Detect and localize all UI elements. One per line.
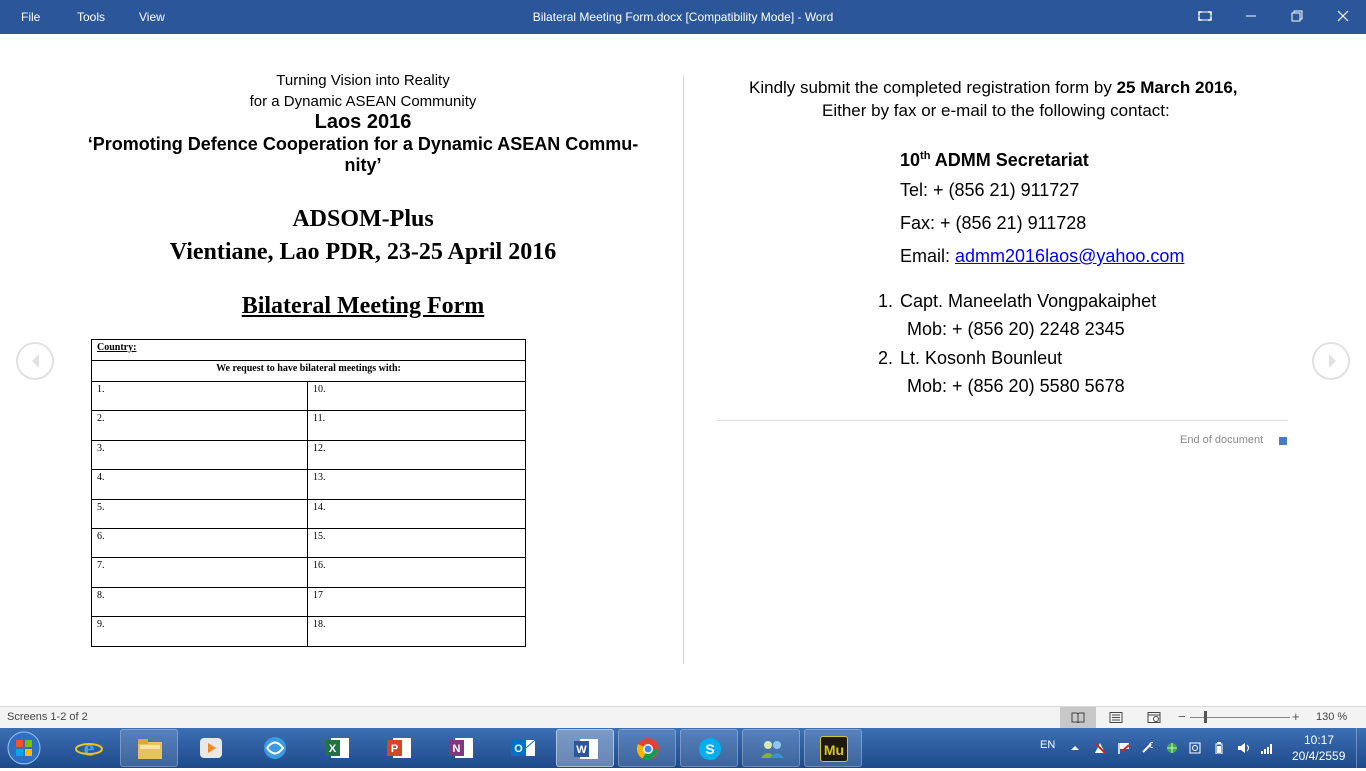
zoom-slider-thumb[interactable] (1204, 711, 1207, 723)
zoom-in-button[interactable]: + (1292, 709, 1300, 724)
submit-text: Kindly submit the completed registration form by (749, 78, 1117, 97)
svg-text:X: X (328, 743, 337, 755)
meeting-slot[interactable]: 2. (92, 411, 308, 440)
taskbar-skype[interactable] (680, 729, 738, 767)
page-divider (683, 76, 684, 664)
menu-file[interactable]: File (21, 10, 41, 24)
print-layout-icon (1109, 712, 1123, 723)
clock-date[interactable]: 20/4/2559 (1292, 749, 1346, 763)
end-divider (717, 420, 1288, 421)
previous-screen-button[interactable] (16, 342, 54, 380)
tools-icon[interactable] (1141, 742, 1153, 754)
taskbar-word[interactable] (556, 729, 614, 767)
svg-text:P: P (390, 743, 399, 755)
heading-theme-line-2: nity’ (344, 155, 382, 175)
submit-instruction-line-2: Either by fax or e-mail to the following contact: (822, 101, 1170, 120)
svg-text:e: e (83, 736, 95, 761)
meeting-slot[interactable]: 18. (308, 617, 526, 646)
meeting-slot[interactable]: 6. (92, 528, 308, 557)
taskbar-media-player[interactable] (182, 729, 240, 767)
close-icon (1337, 10, 1349, 22)
skype-icon (696, 736, 724, 762)
secretariat-name: ADMM Secretariat (930, 150, 1089, 170)
request-cell: We request to have bilateral meetings with: (92, 361, 526, 382)
event-name: ADSOM-Plus (292, 206, 434, 232)
meeting-slot[interactable]: 3. (92, 440, 308, 469)
meeting-slot[interactable]: 8. (92, 587, 308, 616)
arrow-right-icon (1326, 353, 1338, 369)
language-indicator[interactable]: EN (1040, 739, 1056, 751)
contact-1-mobile: Mob: + (856 20) 2248 2345 (907, 319, 1125, 339)
secretariat-heading (900, 150, 1089, 171)
volume-icon[interactable] (1237, 742, 1249, 754)
meeting-slot[interactable]: 7. (92, 558, 308, 587)
chrome-icon (634, 736, 662, 762)
svg-text:N: N (452, 743, 461, 755)
email-label: Email: (900, 246, 956, 266)
country-cell[interactable]: Country: (92, 340, 526, 361)
form-title: Bilateral Meeting Form (241, 293, 485, 319)
folder-icon (136, 736, 164, 762)
email-line (900, 246, 1184, 267)
outlook-icon (509, 735, 537, 761)
taskbar-internet-explorer[interactable] (60, 729, 118, 767)
powerpoint-icon (385, 735, 413, 761)
meeting-slot[interactable]: 9. (92, 617, 308, 646)
taskbar-excel[interactable] (308, 729, 366, 767)
event-location-date: Vientiane, Lao PDR, 23-25 April 2016 (169, 239, 557, 265)
internet-explorer-icon (75, 735, 103, 761)
arrow-left-icon (30, 353, 42, 369)
show-desktop-button[interactable] (1356, 728, 1366, 768)
windows-orb-icon (4, 730, 44, 766)
restore-button[interactable] (1274, 0, 1320, 34)
status-bar (0, 706, 1366, 728)
minimize-icon (1245, 10, 1257, 22)
bilateral-meeting-table (91, 339, 526, 647)
email-link[interactable]: admm2016laos@yahoo.com (955, 246, 1185, 266)
network-globe-icon[interactable] (1165, 742, 1177, 754)
meeting-slot[interactable]: 14. (308, 499, 526, 528)
taskbar-people-app[interactable] (742, 729, 800, 767)
meeting-slot[interactable]: 13. (308, 470, 526, 499)
end-of-document-label: End of document (1180, 434, 1264, 446)
svg-text:O: O (514, 743, 523, 755)
web-layout-button[interactable] (1136, 707, 1172, 728)
start-button[interactable] (4, 730, 44, 766)
meeting-slot[interactable]: 16. (308, 558, 526, 587)
show-hidden-icons-icon[interactable] (1070, 742, 1082, 754)
swirl-icon (261, 735, 289, 761)
tel-line: Tel: + (856 21) 911727 (900, 180, 1080, 200)
wifi-signal-icon[interactable] (1260, 742, 1272, 754)
taskbar-hp-app[interactable] (246, 729, 304, 767)
meeting-slot[interactable]: 11. (308, 411, 526, 440)
muse-icon: Mu (820, 736, 848, 762)
contact-2-number: 2. (878, 348, 894, 368)
meeting-slot[interactable]: 10. (308, 382, 526, 411)
taskbar-outlook[interactable] (494, 729, 552, 767)
contact-1-number: 1. (878, 291, 894, 311)
svg-text:W: W (576, 744, 587, 756)
heading-laos-2016: Laos 2016 (314, 111, 412, 133)
excel-icon (323, 735, 351, 761)
screen-count: Screens 1-2 of 2 (7, 711, 88, 723)
heading-theme-line-1: ‘Promoting Defence Cooperation for a Dynamic ASEAN Commu- (87, 134, 639, 154)
action-center-icon[interactable] (1093, 742, 1105, 754)
zoom-out-button[interactable]: − (1178, 709, 1186, 724)
end-of-document-marker (1279, 437, 1287, 445)
full-screen-icon (1198, 10, 1212, 22)
heading-line-2: for a Dynamic ASEAN Community (249, 93, 477, 110)
secretariat-ordinal: th (920, 150, 931, 162)
meeting-slot[interactable]: 12. (308, 440, 526, 469)
taskbar-onenote[interactable] (432, 729, 490, 767)
meeting-slot[interactable]: 4. (92, 470, 308, 499)
svg-text:S: S (705, 741, 715, 757)
flag-icon[interactable] (1117, 742, 1129, 754)
document-area (0, 34, 1366, 706)
read-mode-button[interactable] (1060, 707, 1096, 728)
fax-line: Fax: + (856 21) 911728 (900, 213, 1087, 233)
contact-1-name: Capt. Maneelath Vongpakaiphet (900, 291, 1157, 311)
taskbar (0, 728, 1366, 768)
contact-2-name: Lt. Kosonh Bounleut (900, 348, 1063, 368)
contact-2-mobile: Mob: + (856 20) 5580 5678 (907, 376, 1125, 396)
window-title: Bilateral Meeting Form.docx [Compatibility Mode] - Word (532, 10, 834, 24)
battery-icon[interactable] (1214, 742, 1226, 754)
submit-deadline: 25 March 2016, (1116, 78, 1238, 97)
meeting-slot[interactable]: 17 (308, 587, 526, 616)
taskbar-adobe-muse[interactable] (804, 729, 862, 767)
media-player-icon (197, 735, 225, 761)
taskbar-file-explorer[interactable] (120, 729, 178, 767)
secretariat-number: 10 (900, 150, 921, 170)
word-icon (572, 736, 600, 762)
taskbar-powerpoint[interactable] (370, 729, 428, 767)
title-bar (0, 0, 1366, 34)
meeting-slot[interactable]: 15. (308, 528, 526, 557)
read-mode-icon (1071, 712, 1085, 723)
web-layout-icon (1147, 712, 1161, 723)
menu-view[interactable]: View (139, 10, 165, 24)
minimize-button[interactable] (1228, 0, 1274, 34)
submit-instruction-line-1 (749, 78, 1238, 98)
people-icon (758, 736, 786, 762)
meeting-slot[interactable]: 5. (92, 499, 308, 528)
zoom-level[interactable]: 130 % (1316, 711, 1348, 723)
clock-time[interactable]: 10:17 (1304, 733, 1335, 747)
meeting-slot[interactable]: 1. (92, 382, 308, 411)
restore-icon (1291, 10, 1303, 22)
taskbar-chrome[interactable] (618, 729, 676, 767)
next-screen-button[interactable] (1312, 342, 1350, 380)
security-shield-icon[interactable] (1189, 742, 1201, 754)
print-layout-button[interactable] (1098, 707, 1134, 728)
menu-tools[interactable]: Tools (77, 10, 106, 24)
onenote-icon (447, 735, 475, 761)
full-screen-button[interactable] (1182, 0, 1228, 34)
heading-line-1: Turning Vision into Reality (276, 72, 450, 89)
close-button[interactable] (1320, 0, 1366, 34)
